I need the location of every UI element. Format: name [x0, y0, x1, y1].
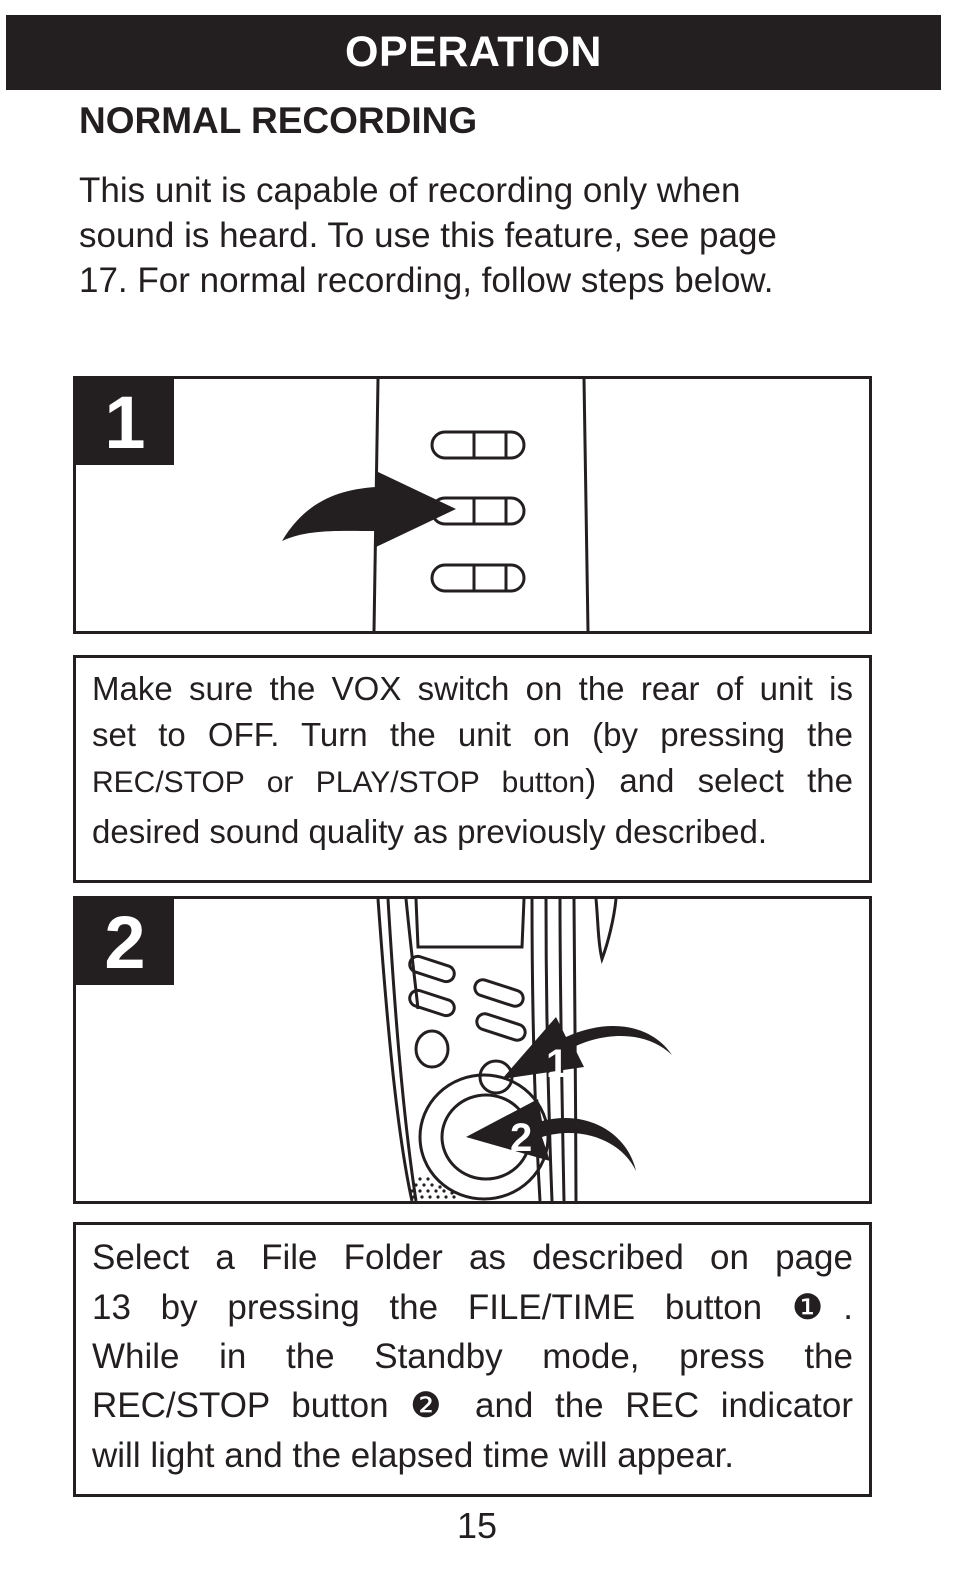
- recorder-illustration: [76, 899, 869, 1201]
- instruction-line: Select a File Folder as described on page: [92, 1238, 853, 1277]
- device-outline: [378, 899, 412, 1201]
- step-2-illustration: [73, 896, 872, 1204]
- instruction-fragment: ) and select the: [585, 762, 854, 799]
- section-title: NORMAL RECORDING: [79, 100, 478, 141]
- header-title: OPERATION: [345, 28, 602, 76]
- step-1-illustration: [73, 376, 872, 634]
- callout-2-label: 2: [510, 1116, 533, 1160]
- button-oval: [473, 978, 525, 1009]
- instruction-line: REC/STOP button ❷ and the REC indicator: [92, 1386, 853, 1425]
- button-round: [416, 1031, 448, 1067]
- display-window: [416, 899, 524, 947]
- switch-slot-bottom: [432, 565, 524, 591]
- intro-line: 17. For normal recording, follow steps below.: [79, 261, 774, 300]
- instruction-line: will light and the elapsed time will appear.: [92, 1436, 735, 1475]
- step-2-instructions: [73, 1222, 872, 1497]
- device-edge-line: [584, 379, 588, 631]
- switch-slot-top: [432, 432, 524, 458]
- intro-paragraph: [79, 168, 879, 303]
- instruction-line: desired sound quality as previously described.: [92, 813, 768, 850]
- page-number: 15: [456, 1505, 498, 1546]
- instruction-line: [92, 758, 853, 806]
- vox-switch-illustration: [76, 379, 869, 631]
- instruction-line: set to OFF. Turn the unit on (by pressing the: [92, 716, 853, 753]
- header-bar: [6, 15, 941, 90]
- step-2-number: 2: [76, 899, 174, 985]
- button-oval: [475, 1012, 527, 1043]
- button-names: REC/STOP or PLAY/STOP button: [92, 766, 586, 799]
- instruction-line: 13 by pressing the FILE/TIME button ❶.: [92, 1288, 853, 1327]
- instruction-line: Make sure the VOX switch on the rear of unit is: [92, 670, 853, 707]
- intro-line: This unit is capable of recording only when: [79, 171, 741, 210]
- step-1-number: 1: [76, 379, 174, 465]
- callout-1-label: 1: [546, 1042, 569, 1086]
- arrow-icon: [502, 1017, 672, 1079]
- instruction-line: While in the Standby mode, press the: [92, 1337, 853, 1376]
- step-1-instructions: [73, 655, 872, 883]
- arrow-icon: [282, 471, 456, 547]
- intro-line: sound is heard. To use this feature, see page: [79, 216, 777, 255]
